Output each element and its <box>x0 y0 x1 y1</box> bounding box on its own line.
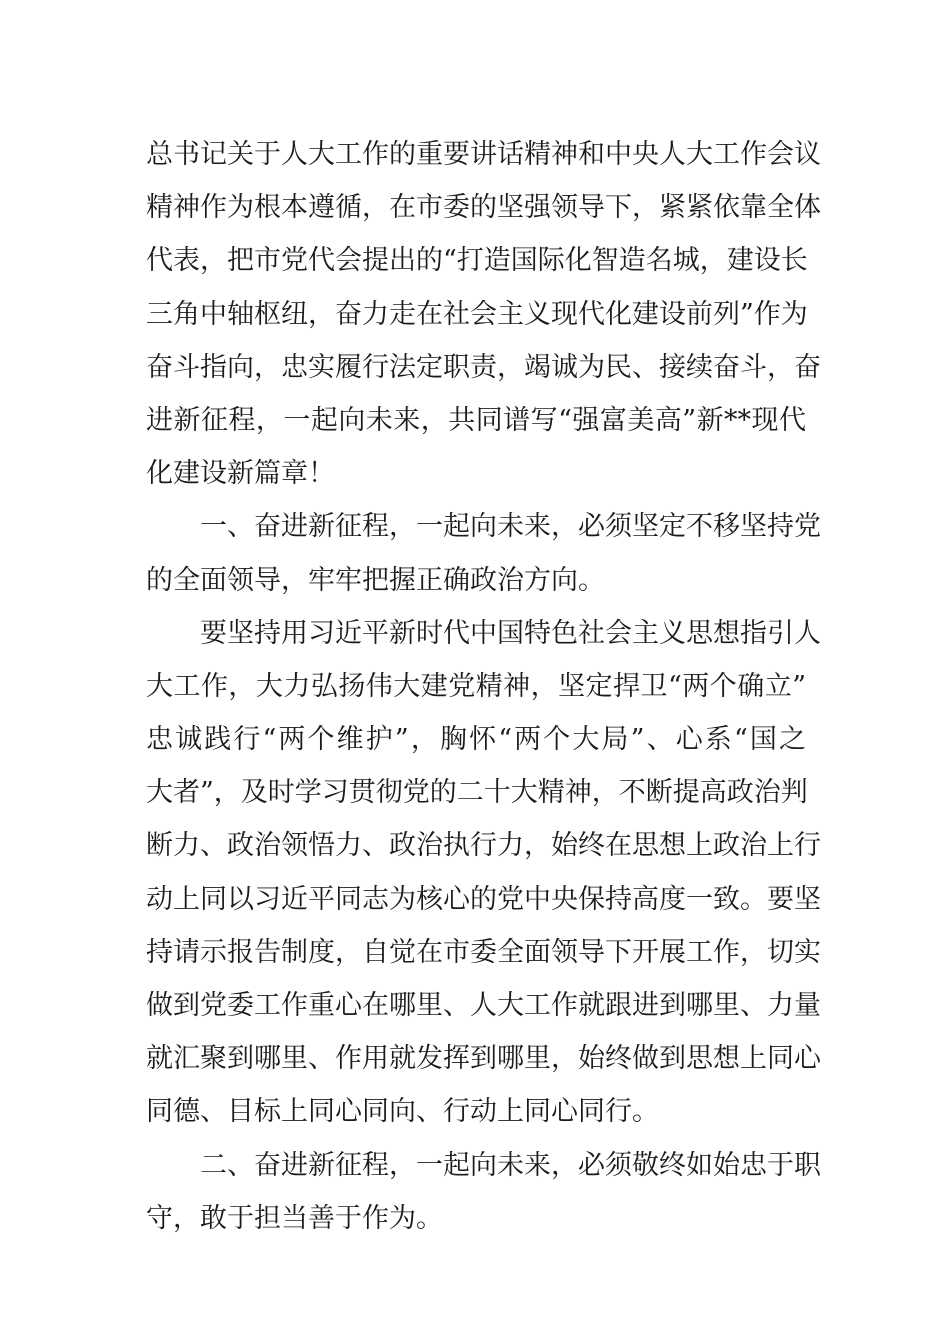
text-line: 进新征程，一起向未来，共同谱写“强富美高”新**现代 <box>146 404 806 436</box>
text-line: 守，敢于担当善于作为。 <box>146 1202 443 1234</box>
text-line: 同德、目标上同心同向、行动上同心同行。 <box>146 1096 659 1128</box>
text-line: 总书记关于人大工作的重要讲话精神和中央人大工作会议 <box>146 139 821 170</box>
text-line: 就汇聚到哪里、作用就发挥到哪里，始终做到思想上同心 <box>146 1043 821 1075</box>
text-line: 忠诚践行“两个维护”，胸怀“两个大局”、心系“国之 <box>146 724 806 756</box>
text-line: 持请示报告制度，自觉在市委全面领导下开展工作，切实 <box>146 936 821 968</box>
text-line: 大者”，及时学习贯彻党的二十大精神，不断提高政治判 <box>146 777 808 809</box>
text-line: 做到党委工作重心在哪里、人大工作就跟进到哪里、力量 <box>146 990 821 1021</box>
text-line: 断力、政治领悟力、政治执行力，始终在思想上政治上行 <box>146 830 821 862</box>
body-text <box>146 128 821 1245</box>
text-line: 一、奋进新征程，一起向未来，必须坚定不移坚持党 <box>200 511 821 543</box>
text-line: 的全面领导，牢牢把握正确政治方向。 <box>146 564 605 596</box>
text-line: 化建设新篇章！ <box>146 458 335 490</box>
text-line: 大工作，大力弘扬伟大建党精神，坚定捍卫“两个确立” <box>146 670 806 702</box>
text-line: 奋斗指向，忠实履行法定职责，竭诚为民、接续奋斗，奋 <box>146 351 821 383</box>
text-line: 代表，把市党代会提出的“打造国际化智造名城，建设长 <box>146 245 808 277</box>
text-line: 三角中轴枢纽，奋力走在社会主义现代化建设前列”作为 <box>146 298 808 330</box>
text-line: 要坚持用习近平新时代中国特色社会主义思想指引人 <box>200 617 821 649</box>
text-line: 二、奋进新征程，一起向未来，必须敬终如始忠于职 <box>200 1149 821 1181</box>
text-line: 精神作为根本遵循，在市委的坚强领导下，紧紧依靠全体 <box>146 192 821 224</box>
text-line: 动上同以习近平同志为核心的党中央保持高度一致。要坚 <box>146 883 821 915</box>
